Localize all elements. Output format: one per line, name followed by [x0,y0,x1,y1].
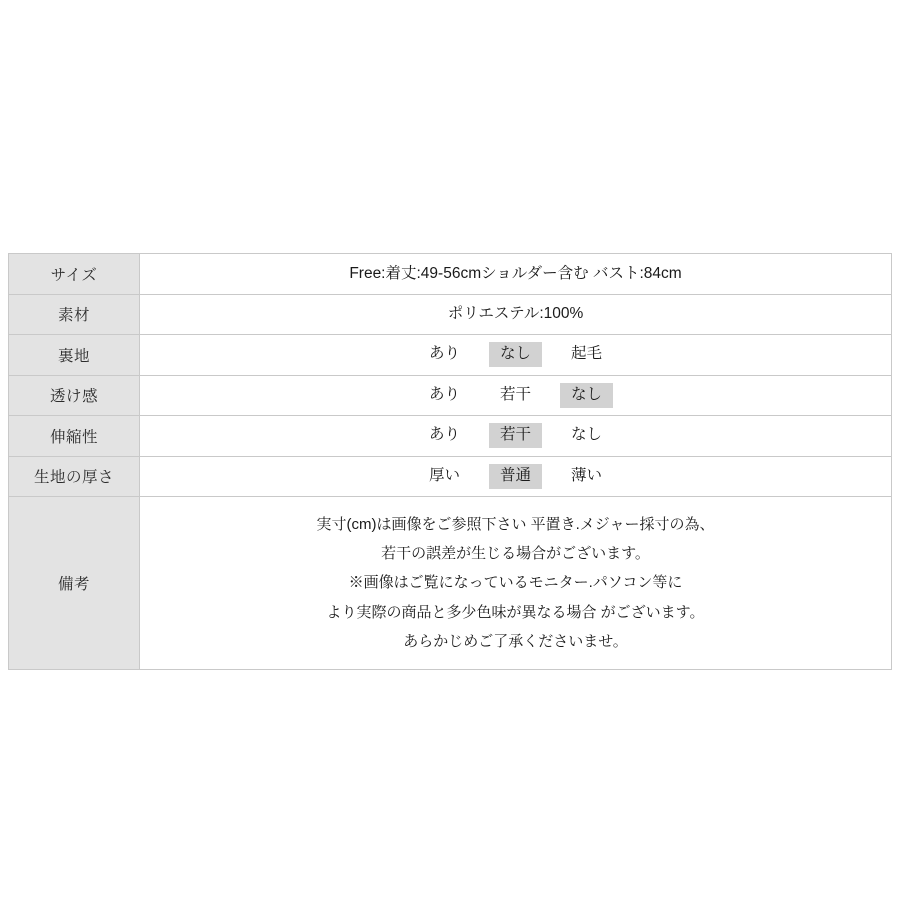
product-spec-table [8,253,892,670]
row-value-sheerness [140,375,892,416]
thickness-option-2: 薄い [571,466,603,484]
stretch-option-0: あり [428,426,460,444]
remarks-text [140,504,891,662]
remarks-line-4: あらかじめご了承くださいませ。 [403,632,628,650]
table-row [9,456,892,497]
thickness-option-0: 厚い [428,466,460,484]
table-row [9,375,892,416]
stretch-option-1: 若干 [489,423,542,448]
row-label-size: サイズ [9,254,140,295]
row-value-lining [140,335,892,376]
row-value-stretch [140,416,892,457]
row-value-size [140,254,892,295]
table-row [9,294,892,335]
lining-options [140,342,891,367]
lining-option-2: 起毛 [571,345,603,363]
stretch-option-2: なし [571,426,603,444]
row-label-stretch: 伸縮性 [9,416,140,457]
sheerness-option-0: あり [428,385,460,403]
remarks-line-0: 実寸(cm)は画像をご参照下さい 平置き.メジャー採寸の為、 [316,515,715,533]
size-value-text: Free:着丈:49-56cmショルダー含む バスト:84cm [349,264,682,282]
row-label-remarks: 備考 [9,497,140,670]
remarks-line-1: 若干の誤差が生じる場合がございます。 [381,545,650,563]
lining-option-0: あり [428,345,460,363]
row-label-material: 素材 [9,294,140,335]
table-row [9,335,892,376]
table-row [9,497,892,670]
row-value-material [140,294,892,335]
row-label-sheerness: 透け感 [9,375,140,416]
remarks-line-2: ※画像はご覧になっているモニター.パソコン等に [348,574,683,592]
thickness-option-1: 普通 [489,464,542,489]
row-value-thickness [140,456,892,497]
sheerness-options [140,383,891,408]
sheerness-option-2: なし [560,383,613,408]
table-row [9,416,892,457]
row-label-lining: 裏地 [9,335,140,376]
row-value-remarks [140,497,892,670]
remarks-line-3: より実際の商品と多少色味が異なる場合 がございます。 [326,603,705,621]
lining-option-1: なし [489,342,542,367]
table-row [9,254,892,295]
row-label-thickness: 生地の厚さ [9,456,140,497]
sheerness-option-1: 若干 [499,385,531,403]
stretch-options [140,423,891,448]
spec-table-container [8,253,892,670]
thickness-options [140,464,891,489]
material-value-text: ポリエステル:100% [447,305,584,323]
